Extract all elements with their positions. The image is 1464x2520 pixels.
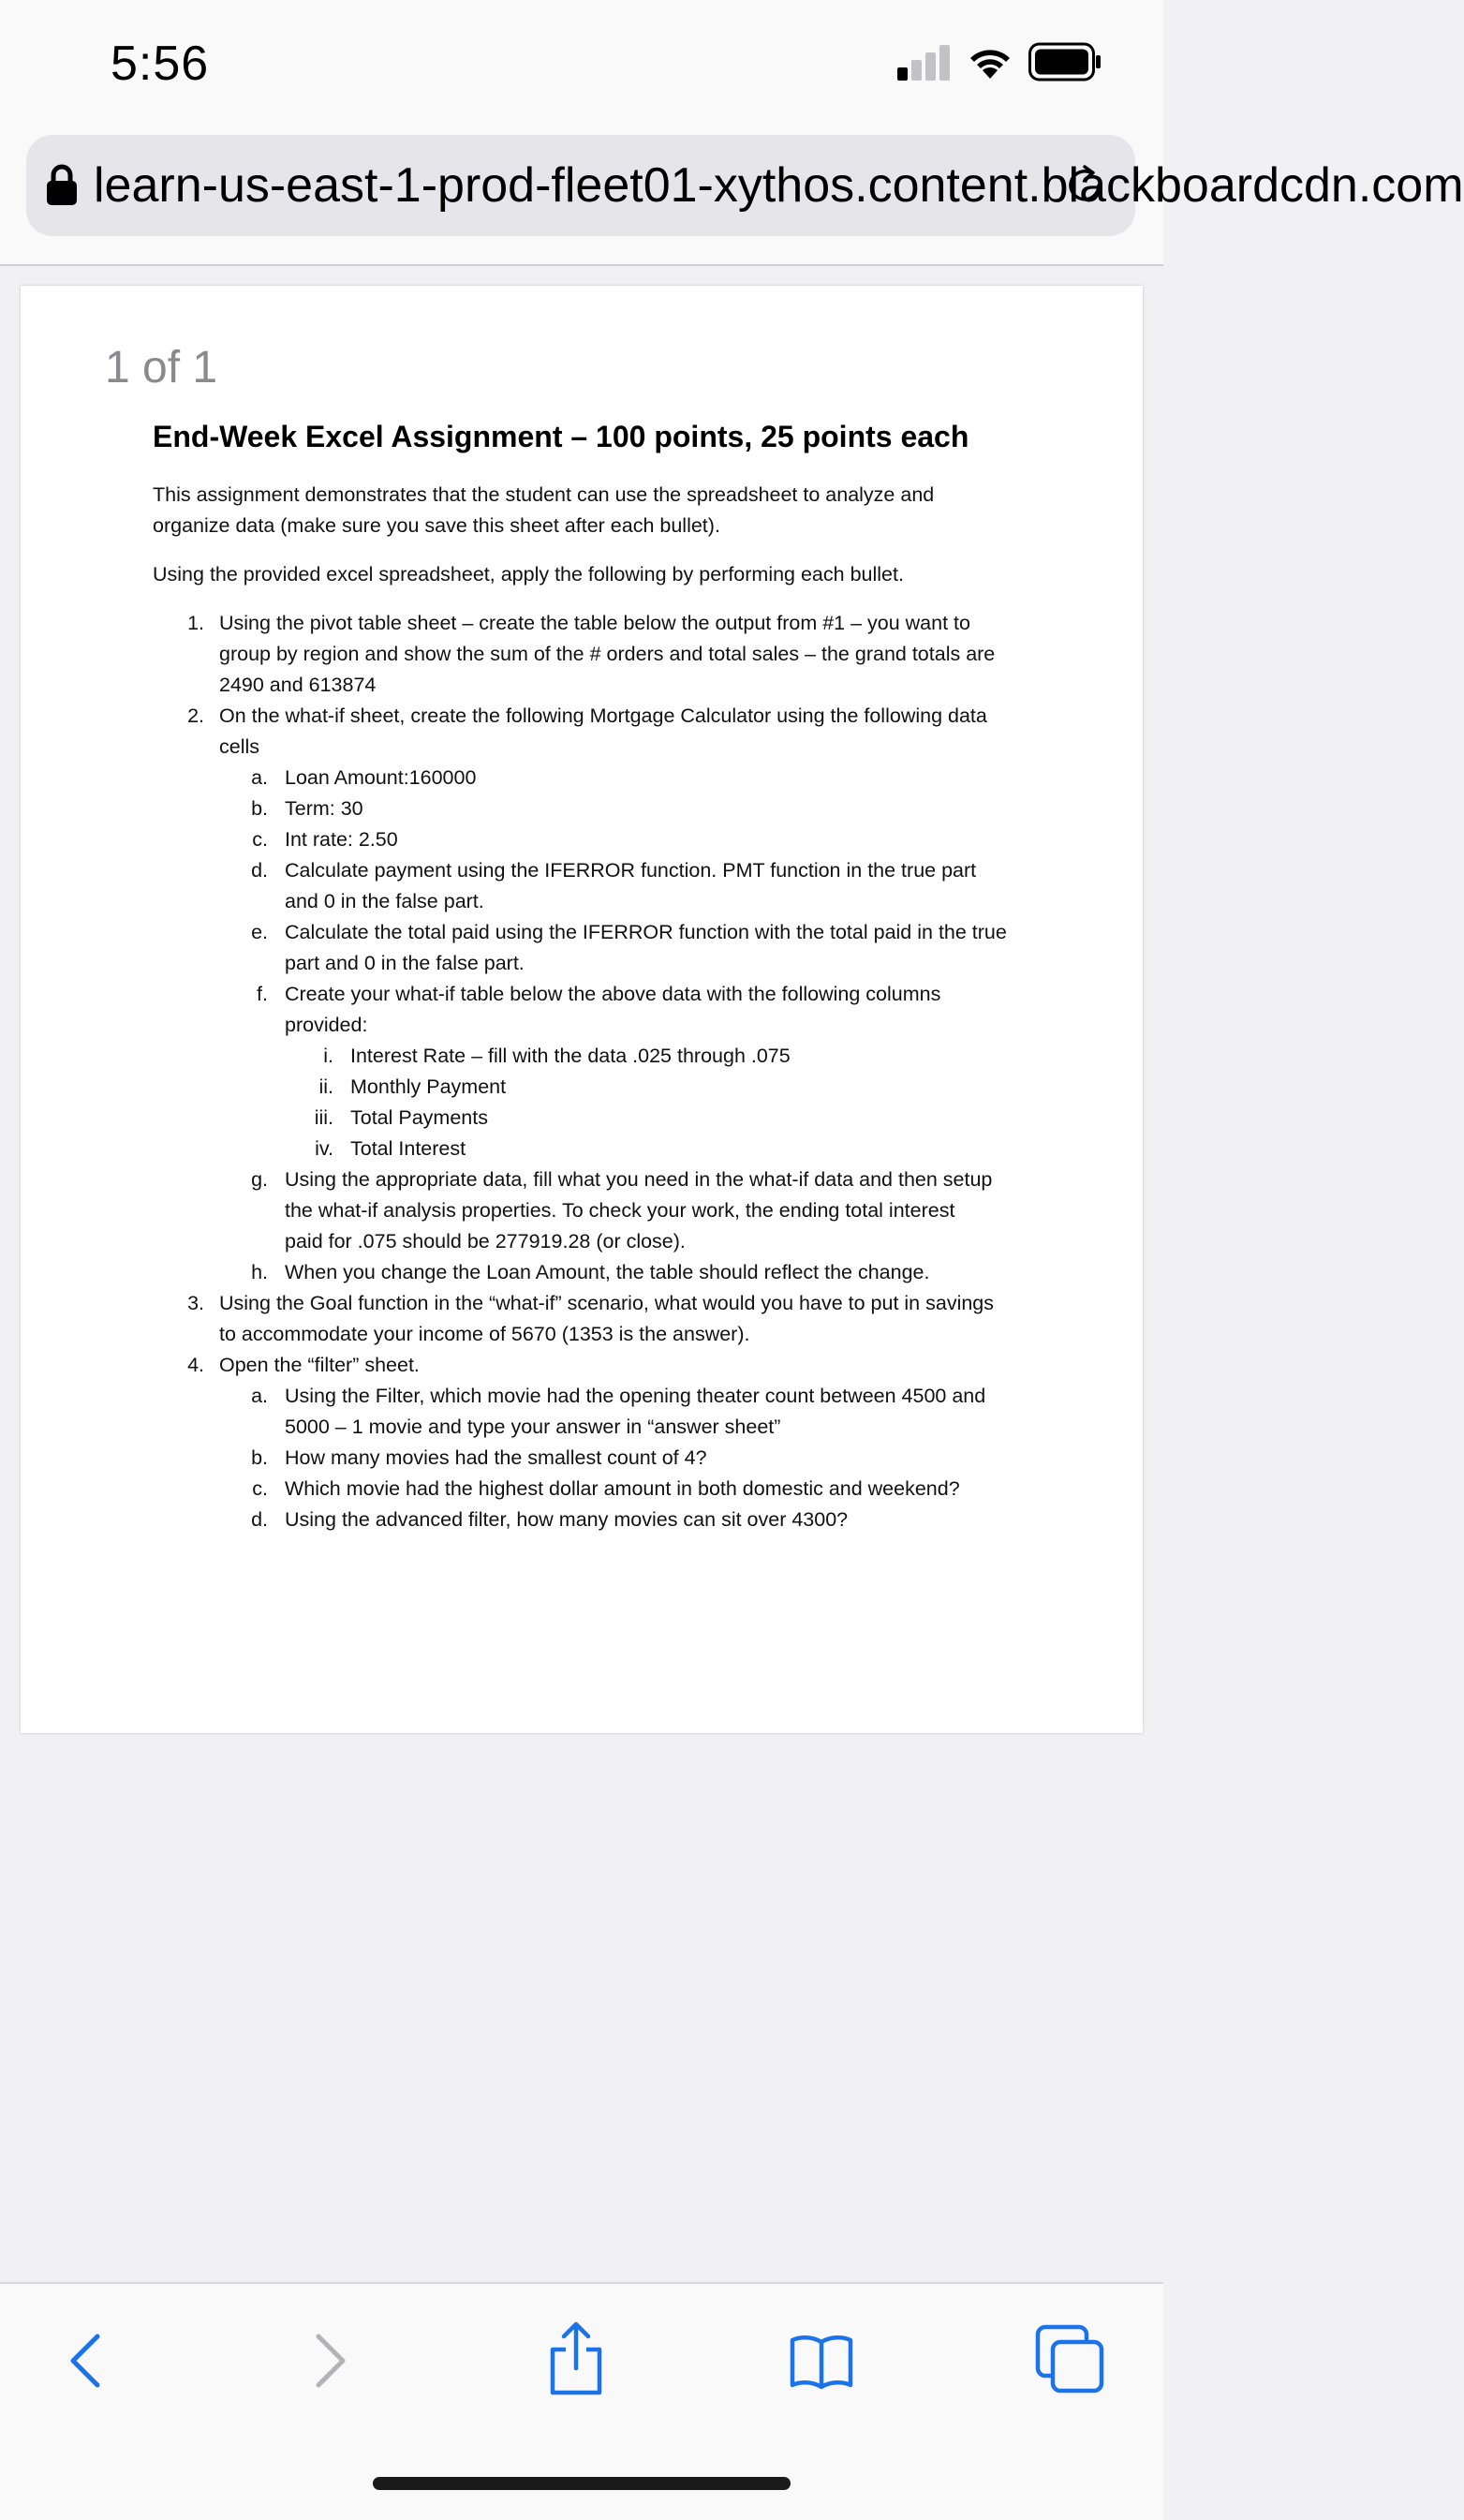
list-marker: 3.	[187, 1292, 204, 1314]
list-item-line: 2490 and 613874	[219, 674, 377, 696]
subsublist-marker: iv.	[315, 1137, 333, 1160]
list-item-line: Using the pivot table sheet – create the table below the output from #1 – you want to	[219, 612, 970, 634]
document-title: End-Week Excel Assignment – 100 points, 25 points each	[153, 420, 969, 453]
sublist-item-line: Create your what-if table below the above data with the following columns	[285, 983, 941, 1005]
subsublist-item-line: Interest Rate – fill with the data .025 through .075	[350, 1045, 791, 1067]
forward-icon[interactable]	[305, 2333, 352, 2389]
sublist-marker: a.	[251, 766, 268, 789]
address-bar[interactable]	[26, 135, 1464, 236]
status-time: 5:56	[111, 37, 210, 91]
subsublist-item-line: Total Payments	[350, 1106, 488, 1129]
sublist-marker: a.	[251, 1385, 268, 1407]
sublist-item-line: Which movie had the highest dollar amount in both domestic and weekend?	[285, 1477, 960, 1500]
sublist-item-line: and 0 in the false part.	[285, 890, 484, 912]
sublist-item-line: Term: 30	[285, 797, 363, 820]
tabs-icon[interactable]	[1034, 2323, 1105, 2394]
wifi-icon	[965, 43, 1015, 81]
sublist-item-line: part and 0 in the false part.	[285, 952, 525, 974]
sublist-item-line: Using the Filter, which movie had the opening theater count between 4500 and	[285, 1385, 986, 1407]
status-bar	[0, 0, 1163, 131]
subsublist-marker: iii.	[314, 1106, 333, 1129]
list-marker: 1.	[187, 612, 204, 634]
battery-icon	[1028, 41, 1102, 82]
sublist-marker: f.	[257, 983, 268, 1005]
sublist-marker: h.	[251, 1261, 268, 1283]
browser-address-area	[0, 131, 1464, 266]
share-icon[interactable]	[545, 2321, 607, 2396]
list-item-line: Using the Goal function in the “what-if” scenario, what would you have to put in savings	[219, 1292, 995, 1314]
list-marker: 4.	[187, 1354, 204, 1376]
sublist-marker: d.	[251, 1508, 268, 1531]
url-text: learn-us-east-1-prod-fleet01-xythos.content.blackboardcdn.com	[94, 158, 1464, 213]
sublist-item-line: How many movies had the smallest count of 4?	[285, 1446, 707, 1469]
list-item-line: Open the “filter” sheet.	[219, 1354, 420, 1376]
home-indicator	[373, 2477, 791, 2490]
bookmarks-icon[interactable]	[789, 2333, 854, 2389]
subsublist-marker: i.	[323, 1045, 333, 1067]
sublist-item-line: Int rate: 2.50	[285, 828, 398, 851]
back-icon[interactable]	[64, 2333, 111, 2389]
reload-icon[interactable]	[1060, 161, 1109, 210]
sublist-marker: g.	[251, 1168, 268, 1191]
sublist-marker: c.	[252, 1477, 268, 1500]
sublist-item-line: When you change the Loan Amount, the table should reflect the change.	[285, 1261, 930, 1283]
lock-icon	[45, 163, 79, 206]
list-marker: 2.	[187, 704, 204, 727]
sublist-marker: d.	[251, 859, 268, 882]
sublist-item-line: Calculate payment using the IFERROR function. PMT function in the true part	[285, 859, 977, 882]
instructions-paragraph: Using the provided excel spreadsheet, apply the following by performing each bullet.	[153, 563, 904, 586]
cellular-signal-icon	[897, 45, 952, 81]
sublist-item-line: Loan Amount:160000	[285, 766, 477, 789]
subsublist-item-line: Monthly Payment	[350, 1075, 507, 1098]
list-item-line: group by region and show the sum of the # orders and total sales – the grand totals are	[219, 643, 996, 665]
list-item-line: On the what-if sheet, create the following Mortgage Calculator using the following data	[219, 704, 987, 727]
list-item-line: cells	[219, 735, 260, 758]
sublist-item-line: 5000 – 1 movie and type your answer in “answer sheet”	[285, 1416, 781, 1438]
intro-paragraph: This assignment demonstrates that the student can use the spreadsheet to analyze and organize data (make sure you save this sheet after each bullet).	[153, 483, 935, 537]
sublist-item-line: paid for .075 should be 277919.28 (or close).	[285, 1230, 686, 1253]
sublist-item-line: provided:	[285, 1014, 368, 1036]
sublist-marker: e.	[251, 921, 268, 943]
sublist-marker: c.	[252, 828, 268, 851]
sublist-item-line: Using the advanced filter, how many movies can sit over 4300?	[285, 1508, 849, 1531]
sublist-item-line: Calculate the total paid using the IFERROR function with the total paid in the true	[285, 921, 1007, 943]
page-indicator: 1 of 1	[105, 343, 218, 393]
sublist-marker: b.	[251, 1446, 268, 1469]
sublist-item-line: Using the appropriate data, fill what you need in the what-if data and then setup	[285, 1168, 993, 1191]
list-item-line: to accommodate your income of 5670 (1353 is the answer).	[219, 1323, 750, 1345]
sublist-item-line: the what-if analysis properties. To check your work, the ending total interest	[285, 1199, 955, 1222]
subsublist-marker: ii.	[318, 1075, 333, 1098]
subsublist-item-line: Total Interest	[350, 1137, 466, 1160]
sublist-marker: b.	[251, 797, 268, 820]
